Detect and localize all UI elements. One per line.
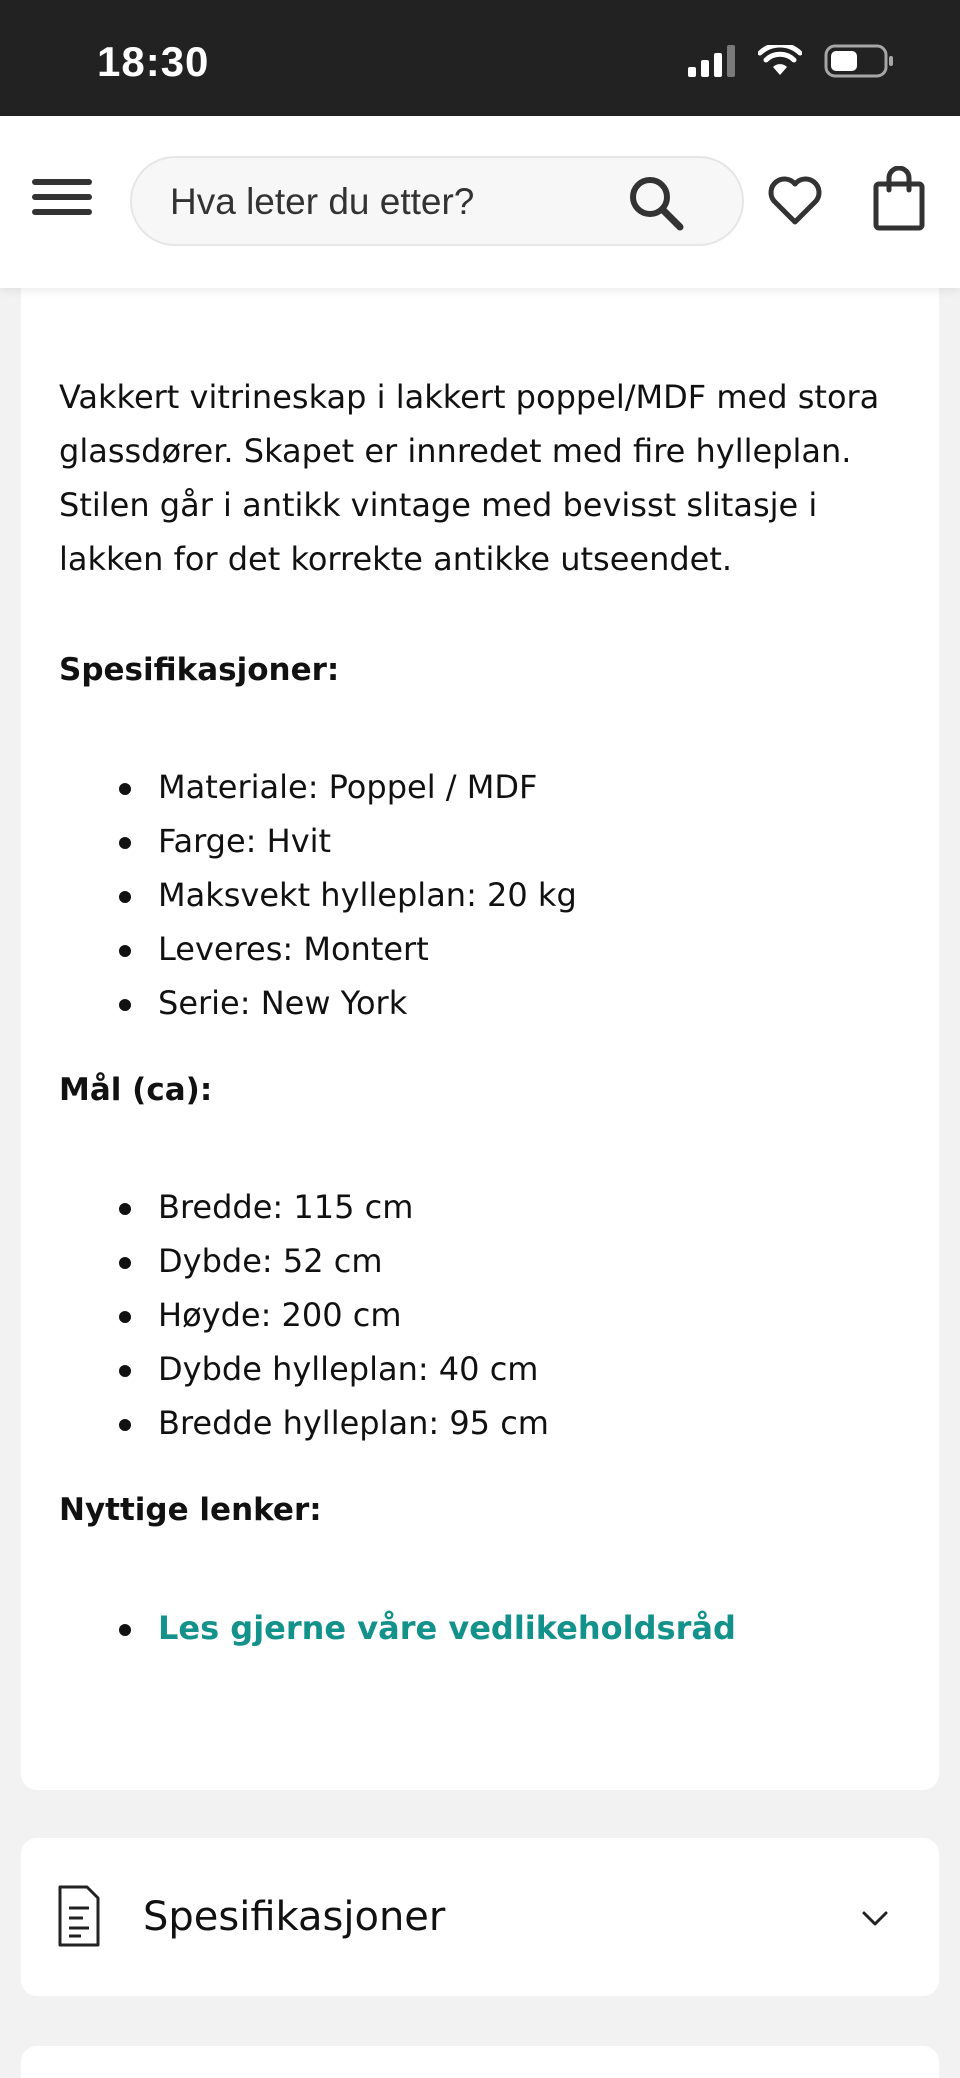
menu-icon-bar xyxy=(32,194,92,200)
specifications-label: Spesifikasjoner xyxy=(143,1894,446,1940)
search-input[interactable] xyxy=(170,178,610,226)
cellular-signal-icon xyxy=(688,45,736,77)
menu-icon-bar xyxy=(32,179,92,185)
status-icons xyxy=(688,44,894,78)
status-time: 18:30 xyxy=(97,38,210,85)
list-item: Materiale: Poppel / MDF xyxy=(158,760,577,814)
list-item: Leveres: Montert xyxy=(158,922,577,976)
menu-icon-bar xyxy=(32,209,92,215)
search-box[interactable] xyxy=(130,156,744,246)
site-header xyxy=(0,116,960,288)
document-icon xyxy=(57,1884,101,1948)
list-item: Dybde: 52 cm xyxy=(158,1234,549,1288)
product-description-card xyxy=(21,270,939,1790)
search-icon[interactable] xyxy=(626,173,686,233)
useful-links-list xyxy=(158,1601,736,1655)
list-item: Bredde hylleplan: 95 cm xyxy=(158,1396,549,1450)
dimensions-title: Mål (ca): xyxy=(59,1072,213,1108)
list-item: Dybde hylleplan: 40 cm xyxy=(158,1342,549,1396)
battery-icon xyxy=(824,44,894,78)
specifications-accordion[interactable] xyxy=(21,1838,939,1996)
menu-button[interactable] xyxy=(32,179,92,223)
list-item: Farge: Hvit xyxy=(158,814,577,868)
list-item: Bredde: 115 cm xyxy=(158,1180,549,1234)
list-item: Serie: New York xyxy=(158,976,577,1030)
heart-icon[interactable] xyxy=(766,172,824,228)
wifi-icon xyxy=(758,45,802,77)
maintenance-advice-link[interactable]: Les gjerne våre vedlikeholdsråd xyxy=(158,1609,736,1647)
useful-links-title: Nyttige lenker: xyxy=(59,1492,322,1528)
list-item: Høyde: 200 cm xyxy=(158,1288,549,1342)
specs-title: Spesifikasjoner: xyxy=(59,652,340,688)
list-item xyxy=(158,1601,736,1655)
product-description: Vakkert vitrineskap i lakkert poppel/MDF med stora glassdører. Skapet er innredet med fire hylleplan. Stilen går i antikk vintage med bevisst slitasje i lakken for det korrekte antikke utseendet. xyxy=(59,378,880,578)
status-bar xyxy=(0,0,960,116)
shopping-bag-icon[interactable] xyxy=(872,166,926,232)
chevron-down-icon[interactable] xyxy=(861,1904,889,1932)
dimensions-list xyxy=(158,1180,549,1450)
specs-list xyxy=(158,760,577,1030)
list-item: Maksvekt hylleplan: 20 kg xyxy=(158,868,577,922)
next-accordion-card[interactable] xyxy=(21,2046,939,2078)
